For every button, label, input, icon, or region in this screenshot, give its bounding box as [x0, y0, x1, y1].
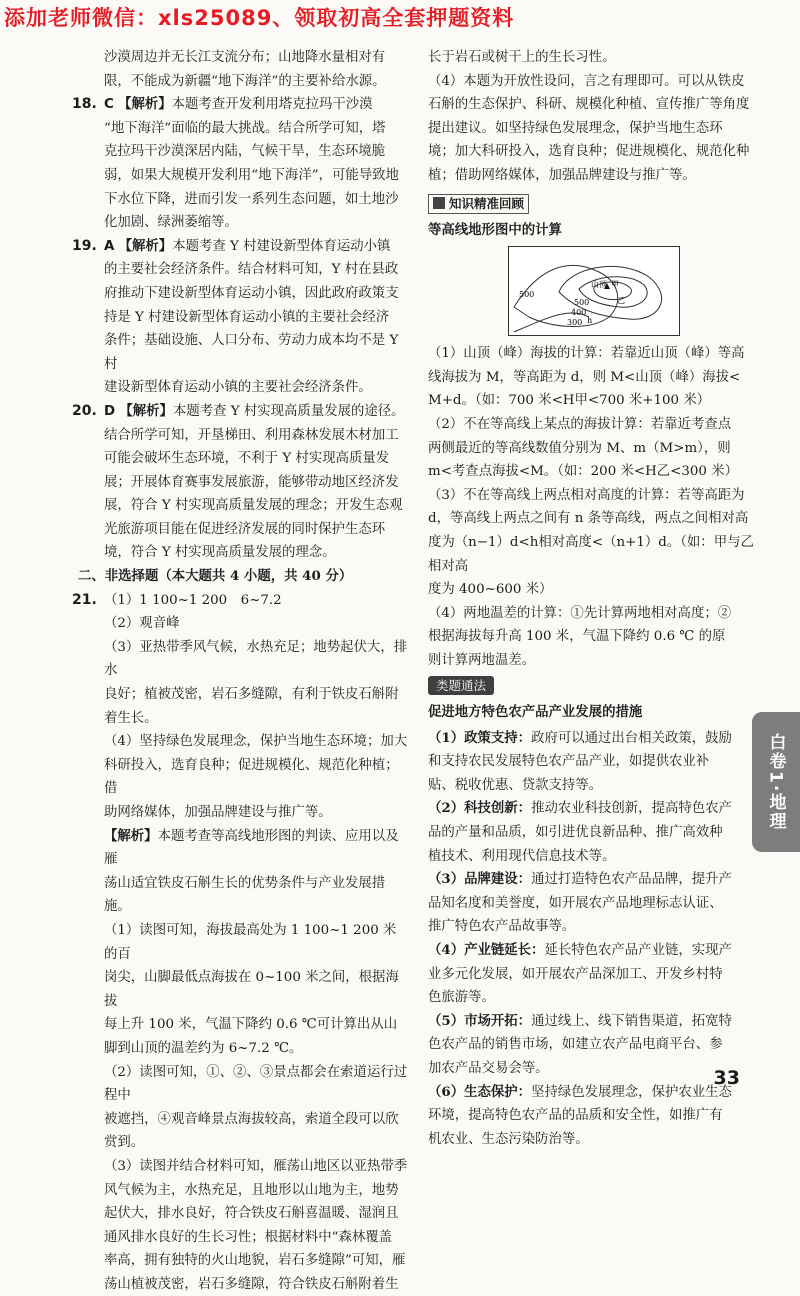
measure-head: （4）产业链延长：	[428, 942, 545, 958]
measure-line: 和支持农民发展特色农产品产业，如提供农业补	[428, 754, 710, 770]
measure-line: 推动农业科技创新，提高特色农产	[531, 801, 732, 817]
measure-item	[428, 1010, 760, 1034]
analysis-tag: 【解析】	[118, 237, 173, 254]
continued-line: 长于岩石或树干上的生长习性。	[428, 50, 616, 65]
analysis-line: 弱，如果大规模开发利用“地下海洋”，可能导致地	[104, 167, 399, 183]
calc-line: M+d。（如：700 米<H甲<700 米+100 米）	[428, 393, 711, 409]
continued-line: 石斛的生态保护、科研、规模化种植、宣传推广等角度	[428, 97, 750, 113]
measure-line: 坚持绿色发展理念，保护农业生态	[531, 1084, 732, 1100]
analysis-tag: 【解析】	[104, 827, 158, 844]
analysis-line: （2）读图可知，①、②、③景点都会在索道运行过程中	[104, 1064, 408, 1104]
measure-line: 色旅游等。	[428, 990, 495, 1006]
contour-subheading: 等高线地形图中的计算	[428, 221, 562, 238]
analysis-line: 光旅游项目能在促进经济发展的同时保护生态环	[104, 521, 386, 537]
analysis-line: 荡山植被茂密，岩石多缝隙，符合铁皮石斛附着生	[104, 1276, 399, 1292]
measure-line: 政府可以通过出台相关政策，鼓励	[531, 730, 732, 746]
calc-line: 度为（n−1）d<h相对高度<（n+1）d。（如：甲与乙相对高	[428, 534, 754, 574]
analysis-line: 持是 Y 村建设新型体育运动小镇的主要社会经济	[104, 309, 390, 325]
contour-map	[508, 246, 680, 336]
subject-side-tab: 白卷1·地理	[752, 712, 800, 852]
analysis-tag: 【解析】	[119, 402, 173, 419]
book-icon	[433, 197, 445, 209]
measure-head: （1）政策支持：	[428, 729, 532, 746]
analysis-line: 府推动下建设新型体育运动小镇，因此政府政策支	[104, 285, 399, 301]
measure-line: 加农产品交易会等。	[428, 1060, 549, 1076]
measure-line: 业多元化发展，如开展农产品深加工、开发乡村特	[428, 966, 723, 982]
calc-line: （3）不在等高线上两点相对高度的计算：若等高距为	[428, 487, 745, 503]
analysis-line: “地下海洋”面临的最大挑战。结合所学可知，塔	[104, 120, 386, 136]
analysis-line: 展；开展体育赛事发展旅游，能够带动地区经济发	[104, 474, 399, 490]
map-label-400: 400	[571, 308, 587, 318]
question-20	[72, 400, 408, 565]
question-19	[72, 235, 408, 400]
calc-line: （4）两地温差的计算：①先计算两地相对高度；②	[428, 605, 732, 621]
analysis-line: 化加剧、绿洲萎缩等。	[104, 215, 238, 231]
watermark-banner: 添加老师微信：xls25089、领取初高全套押题资料	[4, 6, 515, 30]
method-tag: 类题通法	[428, 676, 494, 695]
analysis-line: 荡山适宜铁皮石斛生长的优势条件与产业发展措施。	[104, 875, 386, 915]
question-21	[72, 589, 408, 1296]
measure-line: 品的产量和品质，如引进优良新品种、推广高效种	[428, 825, 723, 841]
analysis-line: 率高，拥有独特的火山地貌，岩石多缝隙”可知，雁	[104, 1253, 406, 1269]
measure-item	[428, 868, 760, 892]
analysis-line: 通风排水良好的生长习性；根据材料中“森林覆盖	[104, 1229, 393, 1245]
map-label-300: 300	[567, 318, 583, 328]
answer-line: 良好；植被茂密，岩石多缝隙，有利于铁皮石斛附	[104, 687, 399, 703]
measure-line: 植技术、利用现代信息技术等。	[428, 848, 616, 864]
analysis-first-line: 本题考查 Y 村实现高质量发展的途径。	[172, 403, 405, 419]
left-column	[72, 46, 408, 1296]
question-number: 20.	[72, 402, 97, 419]
measure-line: 通过打造特色农产品品牌，提升产	[531, 872, 732, 888]
calc-line: 度为 400~600 米）	[428, 582, 553, 598]
answer-letter: D	[104, 403, 116, 419]
answer-part-1: （1）1 100~1 200 6~7.2	[104, 592, 282, 608]
map-label-h: h	[587, 316, 593, 326]
analysis-line: 脚到山顶的温差约为 6~7.2 ℃。	[104, 1040, 303, 1056]
analysis-line: 建设新型体育运动小镇的主要社会经济条件。	[104, 380, 372, 396]
intro-line-2: 限，不能成为新疆“地下海洋”的主要补给水源。	[104, 73, 386, 89]
answer-line: （3）亚热带季风气候，水热充足；地势起伏大，排水	[104, 639, 408, 679]
measure-item	[428, 727, 760, 751]
measure-line: 推广特色农产品故事等。	[428, 919, 576, 935]
analysis-first-line: 本题考查开发利用塔克拉玛干沙漠	[171, 97, 373, 113]
analysis-line: 起伏大，排水良好，符合铁皮石斛喜温暖、湿润且	[104, 1206, 399, 1222]
map-label-yi: 乙	[617, 296, 625, 306]
analysis-line: 风气候为主，水热充足，且地形以山地为主，地势	[104, 1182, 399, 1198]
measure-item	[428, 1081, 760, 1105]
analysis-line: 境，符合 Y 村实现高质量发展的理念。	[104, 545, 336, 561]
answer-letter: A	[104, 238, 115, 254]
analysis-line: （1）读图可知，海拔最高处为 1 100~1 200 米的百	[104, 922, 397, 962]
answer-line: （4）坚持绿色发展理念，保护当地生态环境；加大	[104, 734, 408, 750]
measure-line: 色农产品的销售市场，如建立农产品电商平台、参	[428, 1037, 723, 1053]
right-column	[428, 46, 760, 1151]
section-heading: 二、非选择题（本大题共 4 小题，共 40 分）	[78, 568, 353, 585]
calc-line: （2）不在等高线上某点的海拔计算：若靠近考查点	[428, 416, 732, 432]
map-label-jia: 甲	[611, 280, 619, 290]
analysis-line: 的主要社会经济条件。结合材料可知，Y 村在县政	[104, 262, 399, 278]
answer-line: 着生长。	[104, 710, 158, 726]
measure-line: 机农业、生态污染防治等。	[428, 1131, 589, 1147]
continued-line: 植；借助网络媒体，加强品牌建设与推广等。	[428, 167, 696, 183]
map-label-500-left: 500	[519, 290, 535, 300]
measure-head: （6）生态保护：	[428, 1083, 532, 1100]
analysis-line: 下水位下降，进而引发一系列生态问题，如土地沙	[104, 191, 399, 207]
analysis-line: 条件；基础设施、人口分布、劳动力成本均不是 Y 村	[104, 333, 399, 372]
analysis-line: 展，符合 Y 村实现高质量发展的理念；开发生态观	[104, 498, 403, 514]
analysis-tag: 【解析】	[118, 96, 172, 113]
knowledge-review-label: 知识精准回顾	[449, 195, 525, 211]
question-number: 21.	[72, 591, 97, 608]
measure-line: 通过线上、线下销售渠道，拓宽特	[531, 1013, 732, 1029]
calc-line: m<考查点海拔<M。（如：200 米<H乙<300 米）	[428, 464, 738, 480]
calc-line: 根据海拔每升高 100 米，气温下降约 0.6 ℃ 的原	[428, 629, 726, 645]
calc-line: （1）山顶（峰）海拔的计算：若靠近山顶（峰）等高	[428, 346, 745, 362]
analysis-line: 每上升 100 米，气温下降约 0.6 ℃可计算出从山	[104, 1017, 398, 1033]
analysis-text: 本题考查等高线地形图的判读、应用以及雁	[104, 828, 399, 868]
answer-line: 科研投入，选育良种；促进规模化、规范化种植；借	[104, 757, 399, 797]
measure-line: 延长特色农产品产业链，实现产	[544, 943, 732, 958]
analysis-line: 被遮挡，④观音峰景点海拔较高，索道全段可以欣	[104, 1111, 399, 1127]
analysis-line: 克拉玛干沙漠深居内陆，气候干旱，生态环境脆	[104, 144, 386, 160]
analysis-line: 赏到。	[104, 1135, 145, 1151]
measure-head: （5）市场开拓：	[428, 1012, 532, 1029]
measure-head: （2）科技创新：	[428, 800, 532, 817]
measures-subheading: 促进地方特色农产品产业发展的措施	[428, 704, 643, 721]
calc-line: 两侧最近的等高线数值分别为 M、m（M>m），则	[428, 440, 731, 456]
page-number: 33	[713, 1067, 740, 1089]
analysis-line: 结合所学可知，开垦梯田、利用森林发展木材加工	[104, 427, 399, 443]
measure-line: 环境，提高特色农产品的品质和安全性，如推广有	[428, 1108, 723, 1124]
analysis-line: 可能会破坏生态环境，不利于 Y 村实现高质量发	[104, 451, 390, 467]
question-18	[72, 93, 408, 235]
continued-line: （4）本题为开放性设问，言之有理即可。可以从铁皮	[428, 73, 745, 89]
answer-part-2: （2）观音峰	[104, 616, 180, 632]
continued-line: 境；加大科研投入，选育良种；促进规模化、规范化种	[428, 144, 750, 160]
knowledge-review-tag	[428, 194, 529, 214]
analysis-line: （3）读图并结合材料可知，雁荡山地区以亚热带季	[104, 1158, 408, 1174]
continued-line: 提出建议。如坚持绿色发展理念，保护当地生态环	[428, 120, 723, 136]
measure-line: 品知名度和美誉度，如开展农产品地理标志认证、	[428, 895, 723, 911]
measure-item	[428, 939, 760, 963]
analysis-first-line: 本题考查 Y 村建设新型体育运动小镇	[172, 238, 391, 254]
analysis-line: 岗尖，山脚最低点海拔在 0~100 米之间，根据海拔	[104, 970, 399, 1009]
measure-line: 贴、税收优惠、贷款支持等。	[428, 777, 603, 793]
calc-line: d，等高线上两点之间有 n 条等高线，两点之间相对高	[428, 511, 749, 527]
analysis-line	[104, 825, 408, 872]
intro-line-1: 沙漠周边并无长江支流分布；山地降水量相对有	[104, 50, 386, 65]
answer-letter: C	[104, 97, 114, 113]
calc-line: 则计算两地温差。	[428, 652, 536, 668]
measure-item	[428, 797, 760, 821]
measure-head: （3）品牌建设：	[428, 871, 532, 888]
question-number: 18.	[72, 96, 97, 113]
map-label-500: 500	[574, 298, 590, 308]
question-number: 19.	[72, 237, 97, 254]
answer-line: 助网络媒体，加强品牌建设与推广等。	[104, 805, 332, 820]
map-label-peak: 山顶	[591, 280, 607, 290]
calc-line: 线海拔为 M，等高距为 d，则 M<山顶（峰）海拔<	[428, 369, 741, 385]
